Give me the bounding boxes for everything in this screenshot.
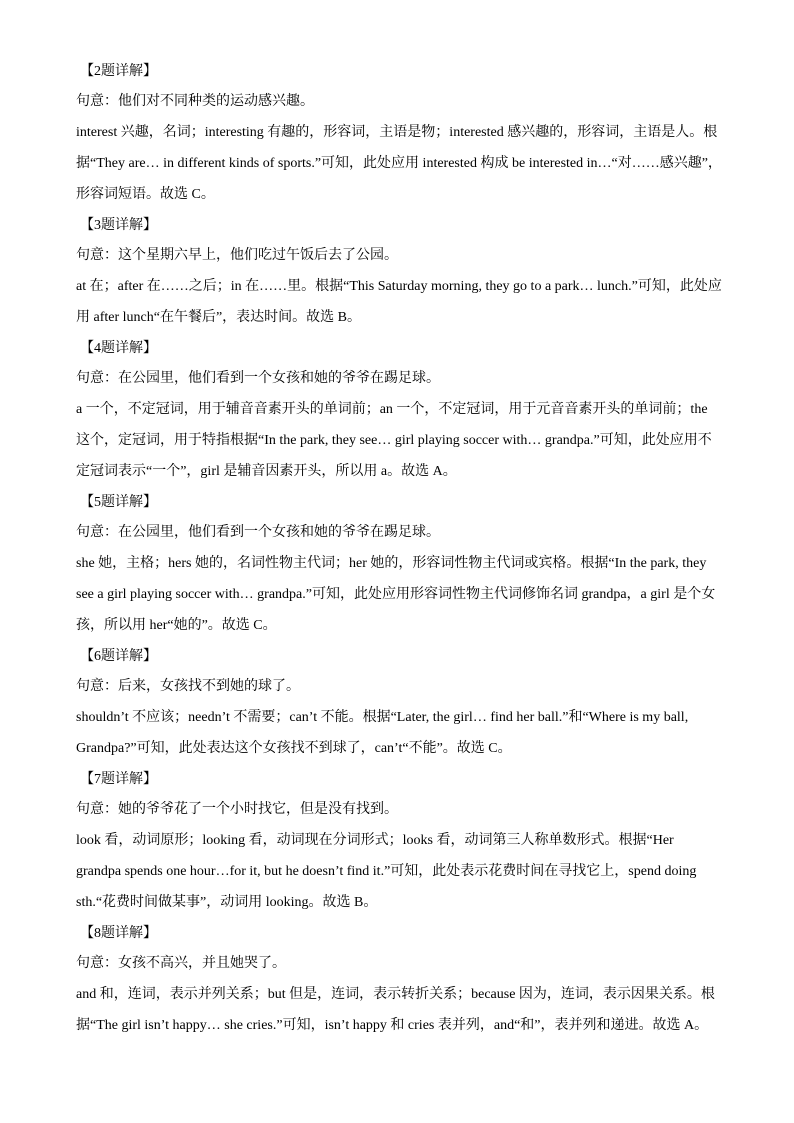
explanation-paragraph [76,985,724,1047]
explanation-section-q2 [76,62,724,216]
explanation-paragraph [76,123,724,216]
explanation-line: 孩，所以用 her“她的”。故选 C。 [76,618,277,633]
explanation-line: 形容词短语。故选 C。 [76,187,215,202]
section-title: 【7题详解】 [80,772,157,787]
explanation-section-q5 [76,493,724,647]
explanation-line: 据“They are… in different kinds of sports.”可知，此处应用 interested 构成 be interested in…“对……感兴趣”， [76,156,722,171]
explanation-line: she 她，主格；hers 她的，名词性物主代词；her 她的，形容词性物主代词或宾格。根据“In the park, they [76,556,707,571]
sentence-meaning: 句意：这个星期六早上，他们吃过午饭后去了公园。 [76,248,398,263]
explanation-line: 据“The girl isn’t happy… she cries.”可知，isn’t happy 和 cries 表并列，and“和”，表并列和递进。故选 A。 [76,1018,709,1033]
sentence-meaning: 句意：他们对不同种类的运动感兴趣。 [76,94,314,109]
section-title: 【2题详解】 [80,64,157,79]
explanation-line: sth.“花费时间做某事”，动词用 looking。故选 B。 [76,895,378,910]
explanation-line: a 一个，不定冠词，用于辅音音素开头的单词前；an 一个，不定冠词，用于元音音素开头的单词前；the [76,402,708,417]
explanation-paragraph [76,708,724,770]
explanation-paragraph [76,831,724,924]
section-title: 【4题详解】 [80,341,157,356]
explanation-line: see a girl playing soccer with… grandpa.”可知，此处应用形容词性物主代词修饰名词 grandpa，a girl 是个女 [76,587,716,602]
explanation-paragraph [76,277,724,339]
explanation-line: 这个，定冠词，用于特指根据“In the park, they see… girl playing soccer with… grandpa.”可知，此处应用不 [76,433,712,448]
explanation-section-q4 [76,339,724,493]
explanation-paragraph [76,554,724,647]
explanation-line: 用 after lunch“在午餐后”，表达时间。故选 B。 [76,310,362,325]
explanation-line: and 和，连词，表示并列关系；but 但是，连词，表示转折关系；because 因为，连词，表示因果关系。根 [76,987,715,1002]
explanation-line: interest 兴趣，名词；interesting 有趣的，形容词，主语是物；interested 感兴趣的，形容词，主语是人。根 [76,125,718,140]
explanation-section-q3 [76,216,724,339]
explanation-line: Grandpa?”可知，此处表达这个女孩找不到球了，can’t“不能”。故选 C。 [76,741,512,756]
explanation-section-q7 [76,770,724,924]
explanation-line: grandpa spends one hour…for it, but he doesn’t find it.”可知，此处表示花费时间在寻找它上，spend doing [76,864,697,879]
section-title: 【6题详解】 [80,649,157,664]
explanation-line: at 在；after 在……之后；in 在……里。根据“This Saturday morning, they go to a park… lunch.”可知，此处应 [76,279,722,294]
section-title: 【3题详解】 [80,218,157,233]
sentence-meaning: 句意：她的爷爷花了一个小时找它，但是没有找到。 [76,802,398,817]
explanation-paragraph [76,400,724,493]
sentence-meaning: 句意：女孩不高兴，并且她哭了。 [76,956,286,971]
explanation-line: 定冠词表示“一个”，girl 是辅音因素开头，所以用 a。故选 A。 [76,464,457,479]
explanation-line: shouldn’t 不应该；needn’t 不需要；can’t 不能。根据“Later, the girl… find her ball.”和“Where is my ball, [76,710,689,725]
sentence-meaning: 句意：在公园里，他们看到一个女孩和她的爷爷在踢足球。 [76,371,440,386]
sentence-meaning: 句意：在公园里，他们看到一个女孩和她的爷爷在踢足球。 [76,525,440,540]
explanation-line: look 看，动词原形；looking 看，动词现在分词形式；looks 看，动词第三人称单数形式。根据“Her [76,833,674,848]
section-title: 【8题详解】 [80,926,157,941]
explanation-section-q8 [76,924,724,1047]
section-title: 【5题详解】 [80,495,157,510]
sentence-meaning: 句意：后来，女孩找不到她的球了。 [76,679,300,694]
explanation-section-q6 [76,647,724,770]
